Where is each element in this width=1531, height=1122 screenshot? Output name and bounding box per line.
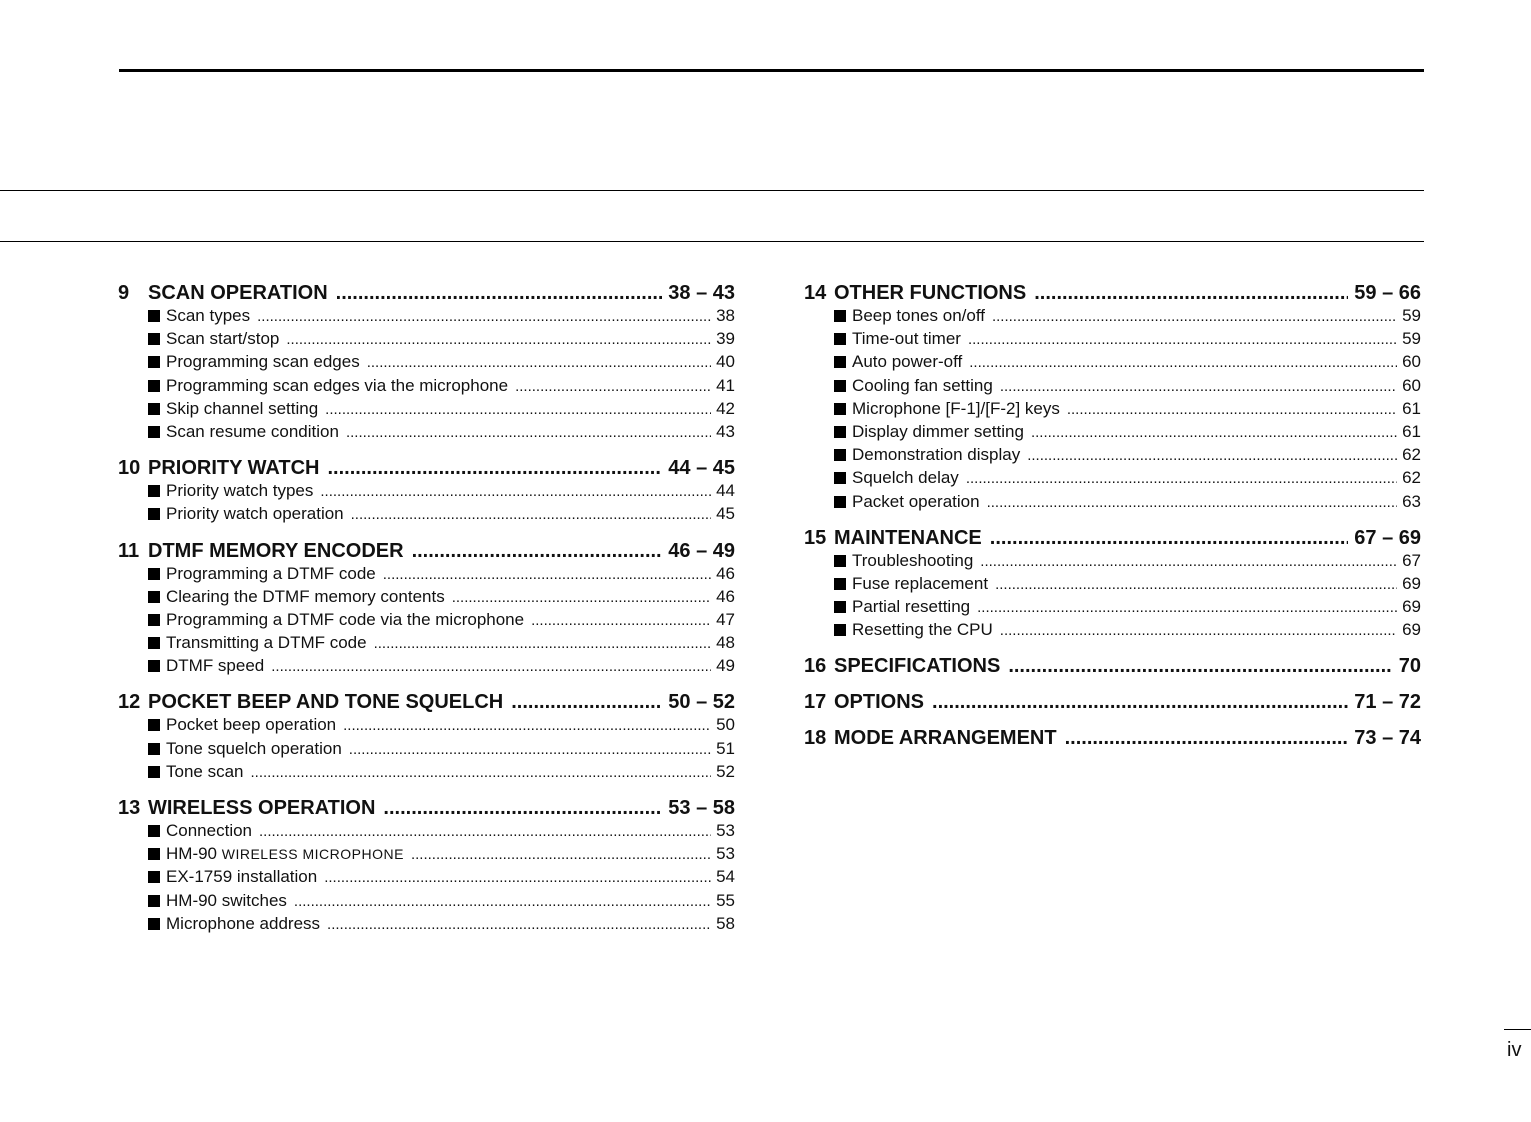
section-title: SCAN OPERATION	[148, 282, 328, 304]
entry-title-text: EX-1759 installation	[166, 867, 318, 887]
entry-page: 47	[716, 609, 735, 629]
square-bullet-icon	[148, 356, 160, 368]
square-bullet-icon	[148, 485, 160, 497]
toc-entry[interactable]	[804, 422, 1421, 445]
entry-title	[166, 564, 376, 584]
dot-leader	[336, 282, 663, 305]
entry-title-text: Scan start/stop	[166, 329, 280, 349]
section-pages: 59 – 66	[1354, 282, 1421, 304]
entry-page: 54	[716, 867, 735, 887]
entry-title-text: Programming a DTMF code	[166, 563, 376, 583]
entry-title-text: Programming a DTMF code via the microphone	[166, 609, 525, 629]
dot-leader	[320, 483, 711, 500]
entry-title	[852, 445, 1020, 465]
toc-entry[interactable]	[804, 306, 1421, 329]
dot-leader	[1027, 447, 1397, 464]
entry-title-text: HM-90 switches	[166, 890, 287, 910]
square-bullet-icon	[834, 403, 846, 415]
page-number-rule	[1504, 1029, 1531, 1030]
entry-title	[166, 422, 339, 442]
entry-page: 52	[716, 761, 735, 781]
dot-leader	[1000, 622, 1397, 639]
entry-title	[166, 891, 287, 911]
toc-entry[interactable]	[804, 492, 1421, 515]
entry-page: 39	[716, 329, 735, 349]
square-bullet-icon	[148, 568, 160, 580]
entry-title-text: Troubleshooting	[852, 550, 974, 570]
dot-leader	[1000, 378, 1397, 395]
dot-leader	[324, 869, 711, 886]
dot-leader	[980, 553, 1397, 570]
toc-entry[interactable]	[118, 504, 735, 527]
section-number: 13	[118, 797, 141, 819]
entry-title	[166, 633, 367, 653]
entry-title	[166, 844, 404, 864]
entry-title	[852, 620, 993, 640]
toc-entry[interactable]	[118, 633, 735, 656]
toc-entry[interactable]	[118, 739, 735, 762]
entry-title-text: Display dimmer setting	[852, 421, 1024, 441]
entry-page: 60	[1402, 352, 1421, 372]
entry-page: 53	[716, 821, 735, 840]
entry-page: 48	[716, 633, 735, 653]
entry-title	[852, 597, 970, 617]
entry-title	[166, 914, 320, 934]
entry-title-text: Transmitting a DTMF code	[166, 633, 367, 653]
toc-entry[interactable]	[118, 587, 735, 610]
square-bullet-icon	[834, 601, 846, 613]
section-number: 15	[804, 526, 827, 549]
toc-entry[interactable]	[118, 867, 735, 890]
section-pages: 38 – 43	[668, 282, 735, 304]
dot-leader	[452, 589, 711, 606]
toc-section	[118, 540, 735, 680]
section-number: 12	[118, 691, 141, 714]
square-bullet-icon	[148, 743, 160, 755]
dot-leader	[257, 308, 711, 325]
entry-title	[852, 306, 985, 326]
section-title: SPECIFICATIONS	[834, 655, 1001, 678]
toc-entry[interactable]	[804, 329, 1421, 352]
entry-title	[852, 376, 993, 396]
dot-leader	[327, 916, 711, 933]
dot-leader	[987, 494, 1397, 511]
entry-title-text: Clearing the DTMF memory contents	[166, 586, 445, 606]
entry-title-text: Programming scan edges	[166, 352, 360, 372]
toc-entry[interactable]	[118, 891, 735, 914]
entry-title	[166, 610, 524, 630]
entry-title-smallcaps: WIRELESS MICROPHONE	[221, 846, 404, 863]
toc-entry[interactable]	[804, 445, 1421, 468]
square-bullet-icon	[148, 918, 160, 930]
toc-section	[118, 797, 735, 937]
square-bullet-icon	[148, 637, 160, 649]
toc-section	[804, 727, 1421, 751]
entry-title	[852, 574, 988, 594]
entry-title-text: Scan types	[166, 306, 251, 325]
entry-title-text: Microphone address	[166, 913, 321, 933]
entry-title-text: Skip channel setting	[166, 398, 319, 418]
section-title: POCKET BEEP AND TONE SQUELCH	[148, 691, 504, 714]
dot-leader	[271, 658, 711, 675]
toc-section-heading[interactable]	[118, 457, 735, 481]
entry-page: 59	[1402, 329, 1421, 349]
entry-title-text: DTMF speed	[166, 656, 265, 676]
entry-title	[852, 329, 961, 349]
entry-page: 49	[716, 656, 735, 676]
square-bullet-icon	[148, 310, 160, 322]
entry-title-text: Priority watch operation	[166, 504, 344, 524]
entry-page: 50	[716, 715, 735, 735]
dot-leader	[251, 764, 712, 781]
section-pages: 67 – 69	[1354, 526, 1421, 549]
toc-section-heading[interactable]	[804, 282, 1421, 306]
square-bullet-icon	[148, 825, 160, 837]
section-title: OPTIONS	[834, 691, 925, 714]
toc-entry[interactable]	[118, 914, 735, 937]
entry-title-text: Microphone [F-1]/[F-2] keys	[852, 398, 1060, 418]
section-pages: 73 – 74	[1354, 727, 1421, 750]
section-pages: 71 – 72	[1354, 691, 1421, 714]
square-bullet-icon	[148, 508, 160, 520]
square-bullet-icon	[834, 310, 846, 322]
entry-title-text: HM-90	[166, 844, 218, 864]
entry-title-text: Tone squelch operation	[166, 738, 342, 758]
dot-leader	[351, 506, 711, 523]
square-bullet-icon	[148, 591, 160, 603]
dot-leader	[374, 635, 711, 652]
square-bullet-icon	[834, 356, 846, 368]
entry-page: 62	[1402, 445, 1421, 465]
toc-section-heading[interactable]	[804, 691, 1421, 715]
entry-title-text: Priority watch types	[166, 481, 314, 501]
section-pages: 46 – 49	[668, 539, 735, 562]
square-bullet-icon	[148, 660, 160, 672]
entry-page: 41	[716, 375, 735, 395]
entry-page: 45	[716, 504, 735, 524]
header-rule-upper	[0, 190, 1424, 191]
section-number: 17	[804, 691, 827, 714]
entry-title-text: Connection	[166, 821, 253, 840]
square-bullet-icon	[148, 614, 160, 626]
dot-leader	[411, 846, 711, 863]
toc-section-heading[interactable]	[118, 797, 735, 821]
entry-page: 69	[1402, 620, 1421, 640]
toc-left-column	[118, 282, 735, 949]
dot-leader	[1031, 424, 1397, 441]
square-bullet-icon	[148, 426, 160, 438]
dot-leader	[1065, 727, 1349, 750]
top-rule	[119, 69, 1424, 72]
dot-leader	[977, 599, 1397, 616]
square-bullet-icon	[148, 766, 160, 778]
toc-entry[interactable]	[118, 610, 735, 633]
entry-title	[852, 422, 1024, 442]
dot-leader	[367, 354, 711, 371]
square-bullet-icon	[834, 333, 846, 345]
entry-page: 46	[716, 586, 735, 606]
toc-entry[interactable]	[118, 399, 735, 422]
square-bullet-icon	[148, 848, 160, 860]
square-bullet-icon	[834, 578, 846, 590]
dot-leader	[1067, 401, 1397, 418]
square-bullet-icon	[148, 895, 160, 907]
entry-page: 61	[1402, 421, 1421, 441]
toc-entry[interactable]	[118, 481, 735, 504]
square-bullet-icon	[834, 555, 846, 567]
entry-title-text: Squelch delay	[852, 468, 959, 488]
toc-section	[118, 691, 735, 785]
entry-title	[852, 399, 1060, 419]
square-bullet-icon	[834, 472, 846, 484]
toc-entry[interactable]	[804, 551, 1421, 574]
entry-page: 58	[716, 913, 735, 933]
toc-entry[interactable]	[804, 352, 1421, 375]
square-bullet-icon	[148, 719, 160, 731]
section-number: 10	[118, 457, 141, 480]
toc-section	[804, 527, 1421, 644]
section-pages: 44 – 45	[668, 457, 735, 480]
dot-leader	[511, 691, 662, 714]
entry-title-text: Resetting the CPU	[852, 620, 993, 640]
square-bullet-icon	[148, 333, 160, 345]
toc-entry[interactable]	[804, 574, 1421, 597]
entry-title	[852, 468, 959, 488]
entry-title	[166, 587, 445, 607]
toc-section-heading[interactable]	[804, 727, 1421, 751]
entry-title	[166, 352, 360, 372]
section-title: WIRELESS OPERATION	[148, 797, 376, 819]
section-pages: 53 – 58	[668, 797, 735, 819]
dot-leader	[383, 797, 662, 820]
section-title: MAINTENANCE	[834, 526, 982, 549]
toc-entry[interactable]	[118, 844, 735, 867]
toc-entry[interactable]	[118, 762, 735, 785]
entry-page: 61	[1402, 398, 1421, 418]
toc-entry[interactable]	[118, 715, 735, 738]
toc-section-heading[interactable]	[118, 540, 735, 564]
dot-leader	[325, 401, 711, 418]
entry-title	[166, 739, 342, 759]
section-pages: 70	[1398, 655, 1421, 678]
entry-title-text: Demonstration display	[852, 445, 1021, 465]
toc-section-heading[interactable]	[804, 655, 1421, 679]
toc-entry[interactable]	[804, 597, 1421, 620]
page-number: iv	[1507, 1039, 1522, 1061]
dot-leader	[995, 576, 1397, 593]
toc-section	[804, 282, 1421, 515]
square-bullet-icon	[834, 426, 846, 438]
toc-section	[118, 457, 735, 527]
entry-page: 60	[1402, 375, 1421, 395]
toc-entry[interactable]	[118, 656, 735, 679]
entry-page: 51	[716, 738, 735, 758]
entry-title-text: Cooling fan setting	[852, 375, 993, 395]
toc-section	[118, 282, 735, 445]
entry-title	[166, 329, 279, 349]
entry-title-text: Programming scan edges via the microphone	[166, 375, 509, 395]
dot-leader	[531, 612, 711, 629]
entry-title	[166, 656, 264, 676]
toc-section-heading[interactable]	[804, 527, 1421, 551]
section-number: 14	[804, 282, 827, 304]
section-title: OTHER FUNCTIONS	[834, 282, 1027, 304]
square-bullet-icon	[834, 624, 846, 636]
entry-title-text: Time-out timer	[852, 329, 961, 349]
toc-section-heading[interactable]	[118, 282, 735, 306]
entry-title-text: Beep tones on/off	[852, 306, 985, 325]
dot-leader	[259, 823, 711, 840]
entry-page: 69	[1402, 573, 1421, 593]
entry-title	[166, 504, 344, 524]
section-title: PRIORITY WATCH	[148, 457, 320, 480]
entry-title	[166, 399, 318, 419]
entry-page: 55	[716, 890, 735, 910]
section-title: DTMF MEMORY ENCODER	[148, 539, 404, 562]
entry-title	[852, 551, 973, 571]
entry-page: 42	[716, 398, 735, 418]
entry-page: 62	[1402, 468, 1421, 488]
square-bullet-icon	[148, 871, 160, 883]
toc-entry[interactable]	[118, 564, 735, 587]
entry-title	[166, 821, 252, 841]
toc-entry[interactable]	[118, 329, 735, 352]
entry-page: 38	[716, 306, 735, 325]
entry-title-text: Auto power-off	[852, 352, 963, 372]
toc-right-column	[804, 282, 1421, 763]
entry-page: 40	[716, 352, 735, 372]
toc-entry[interactable]	[804, 620, 1421, 643]
entry-title	[166, 376, 508, 396]
dot-leader	[294, 893, 711, 910]
entry-page: 69	[1402, 597, 1421, 617]
square-bullet-icon	[148, 403, 160, 415]
toc-entry[interactable]	[804, 468, 1421, 491]
toc-entry[interactable]	[118, 352, 735, 375]
entry-page: 43	[716, 421, 735, 441]
dot-leader	[969, 354, 1397, 371]
toc-section	[804, 691, 1421, 715]
toc-section	[804, 655, 1421, 679]
entry-page: 44	[716, 481, 735, 501]
entry-title-text: Fuse replacement	[852, 573, 989, 593]
toc-section-heading[interactable]	[118, 691, 735, 715]
dot-leader	[990, 527, 1348, 550]
entry-page: 46	[716, 563, 735, 583]
dot-leader	[966, 470, 1397, 487]
entry-page: 53	[716, 844, 735, 864]
entry-title-text: Partial resetting	[852, 597, 971, 617]
square-bullet-icon	[834, 380, 846, 392]
entry-title	[852, 352, 962, 372]
square-bullet-icon	[834, 496, 846, 508]
section-title: MODE ARRANGEMENT	[834, 727, 1057, 750]
dot-leader	[968, 331, 1397, 348]
entry-title	[166, 762, 244, 782]
section-number: 11	[118, 539, 140, 562]
header-rule-lower	[0, 241, 1424, 242]
entry-page: 67	[1402, 550, 1421, 570]
entry-page: 63	[1402, 491, 1421, 511]
dot-leader	[515, 378, 711, 395]
dot-leader	[932, 691, 1348, 714]
square-bullet-icon	[834, 449, 846, 461]
entry-title-text: Tone scan	[166, 761, 244, 781]
dot-leader	[349, 741, 711, 758]
toc-entry[interactable]	[118, 422, 735, 445]
section-pages: 50 – 52	[668, 691, 735, 714]
entry-title-text: Pocket beep operation	[166, 715, 337, 735]
entry-title	[852, 492, 980, 512]
dot-leader	[346, 424, 711, 441]
dot-leader	[992, 308, 1397, 325]
toc-entry[interactable]	[804, 399, 1421, 422]
toc-entry[interactable]	[118, 306, 735, 329]
toc-entry[interactable]	[118, 821, 735, 844]
dot-leader	[1034, 282, 1348, 305]
entry-title	[166, 715, 336, 735]
dot-leader	[412, 540, 663, 563]
square-bullet-icon	[148, 380, 160, 392]
toc-entry[interactable]	[118, 376, 735, 399]
entry-title	[166, 867, 317, 887]
dot-leader	[327, 457, 662, 480]
dot-leader	[343, 717, 711, 734]
entry-title	[166, 481, 313, 501]
dot-leader	[1008, 655, 1392, 678]
toc-entry[interactable]	[804, 376, 1421, 399]
entry-title-text: Scan resume condition	[166, 421, 339, 441]
dot-leader	[286, 331, 711, 348]
dot-leader	[383, 566, 711, 583]
entry-title	[166, 306, 250, 326]
section-number: 16	[804, 655, 827, 678]
entry-page: 59	[1402, 306, 1421, 325]
section-number: 18	[804, 727, 827, 750]
section-number: 9	[118, 282, 130, 304]
entry-title-text: Packet operation	[852, 491, 980, 511]
